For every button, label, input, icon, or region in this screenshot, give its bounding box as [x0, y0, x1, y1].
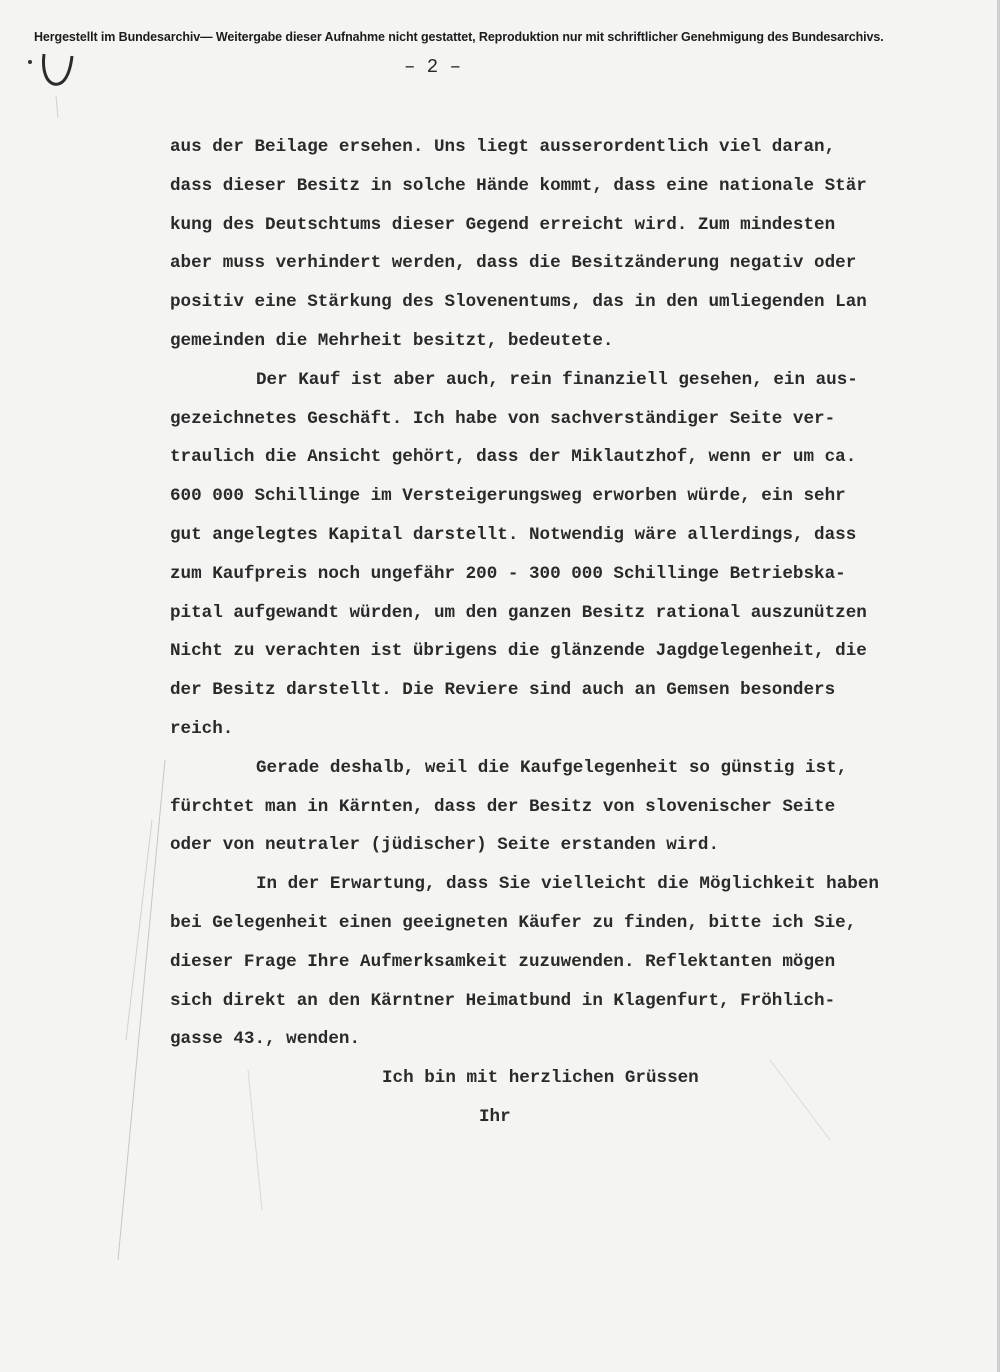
text-line: aber muss verhindert werden, dass die Besitzänderung negativ oder: [170, 253, 857, 274]
paragraph-start-line: Der Kauf ist aber auch, rein finanziell gesehen, ein aus-: [256, 369, 858, 390]
closing-greeting: Ich bin mit herzlichen Grüssen: [382, 1068, 699, 1089]
text-line: der Besitz darstellt. Die Reviere sind auch an Gemsen besonders: [170, 680, 836, 701]
text-line: gezeichnetes Geschäft. Ich habe von sachverständiger Seite ver-: [170, 408, 836, 429]
text-line: pital aufgewandt würden, um den ganzen Besitz rational auszunützen: [170, 602, 867, 623]
text-line: kung des Deutschtums dieser Gegend erreicht wird. Zum mindesten: [170, 214, 836, 235]
text-line: positiv eine Stärkung des Slovenentums, das in den umliegenden Lan: [170, 292, 867, 313]
paragraph-start-line: Gerade deshalb, weil die Kaufgelegenheit so günstig ist,: [256, 757, 848, 778]
text-line: gasse 43., wenden.: [170, 1029, 361, 1050]
text-line: gemeinden die Mehrheit besitzt, bedeutete.: [170, 330, 614, 351]
text-line: Nicht zu verachten ist übrigens die glänzende Jagdgelegenheit, die: [170, 641, 867, 662]
text-line: dass dieser Besitz in solche Hände kommt, dass eine nationale Stär: [170, 175, 867, 196]
archive-stamp: Hergestellt im Bundesarchiv— Weitergabe dieser Aufnahme nicht gestattet, Reproduktion nur mit schriftlicher Genehmigung des Bundesarchivs.: [34, 30, 884, 44]
paragraph-start-line: In der Erwartung, dass Sie vielleicht die Möglichkeit haben: [256, 874, 879, 895]
text-line: dieser Frage Ihre Aufmerksamkeit zuzuwenden. Reflektanten mögen: [170, 951, 836, 972]
text-line: zum Kaufpreis noch ungefähr 200 - 300 000 Schillinge Betriebska-: [170, 563, 846, 584]
text-line: 600 000 Schillinge im Versteigerungsweg erworben würde, ein sehr: [170, 486, 846, 507]
closing-signature: Ihr: [479, 1106, 511, 1127]
text-line: fürchtet man in Kärnten, dass der Besitz von slovenischer Seite: [170, 796, 836, 817]
page-number: – 2 –: [404, 56, 462, 78]
text-line: sich direkt an den Kärntner Heimatbund in Klagenfurt, Fröhlich-: [170, 990, 836, 1011]
text-line: oder von neutraler (jüdischer) Seite erstanden wird.: [170, 835, 720, 856]
text-line: gut angelegtes Kapital darstellt. Notwendig wäre allerdings, dass: [170, 524, 857, 545]
letter-body: [170, 128, 990, 1137]
punch-hole-mark: [24, 48, 80, 92]
text-line: aus der Beilage ersehen. Uns liegt ausserordentlich viel daran,: [170, 137, 836, 157]
text-line: reich.: [170, 718, 234, 739]
text-line: bei Gelegenheit einen geeigneten Käufer zu finden, bitte ich Sie,: [170, 912, 857, 933]
text-line: traulich die Ansicht gehört, dass der Miklautzhof, wenn er um ca.: [170, 447, 857, 468]
